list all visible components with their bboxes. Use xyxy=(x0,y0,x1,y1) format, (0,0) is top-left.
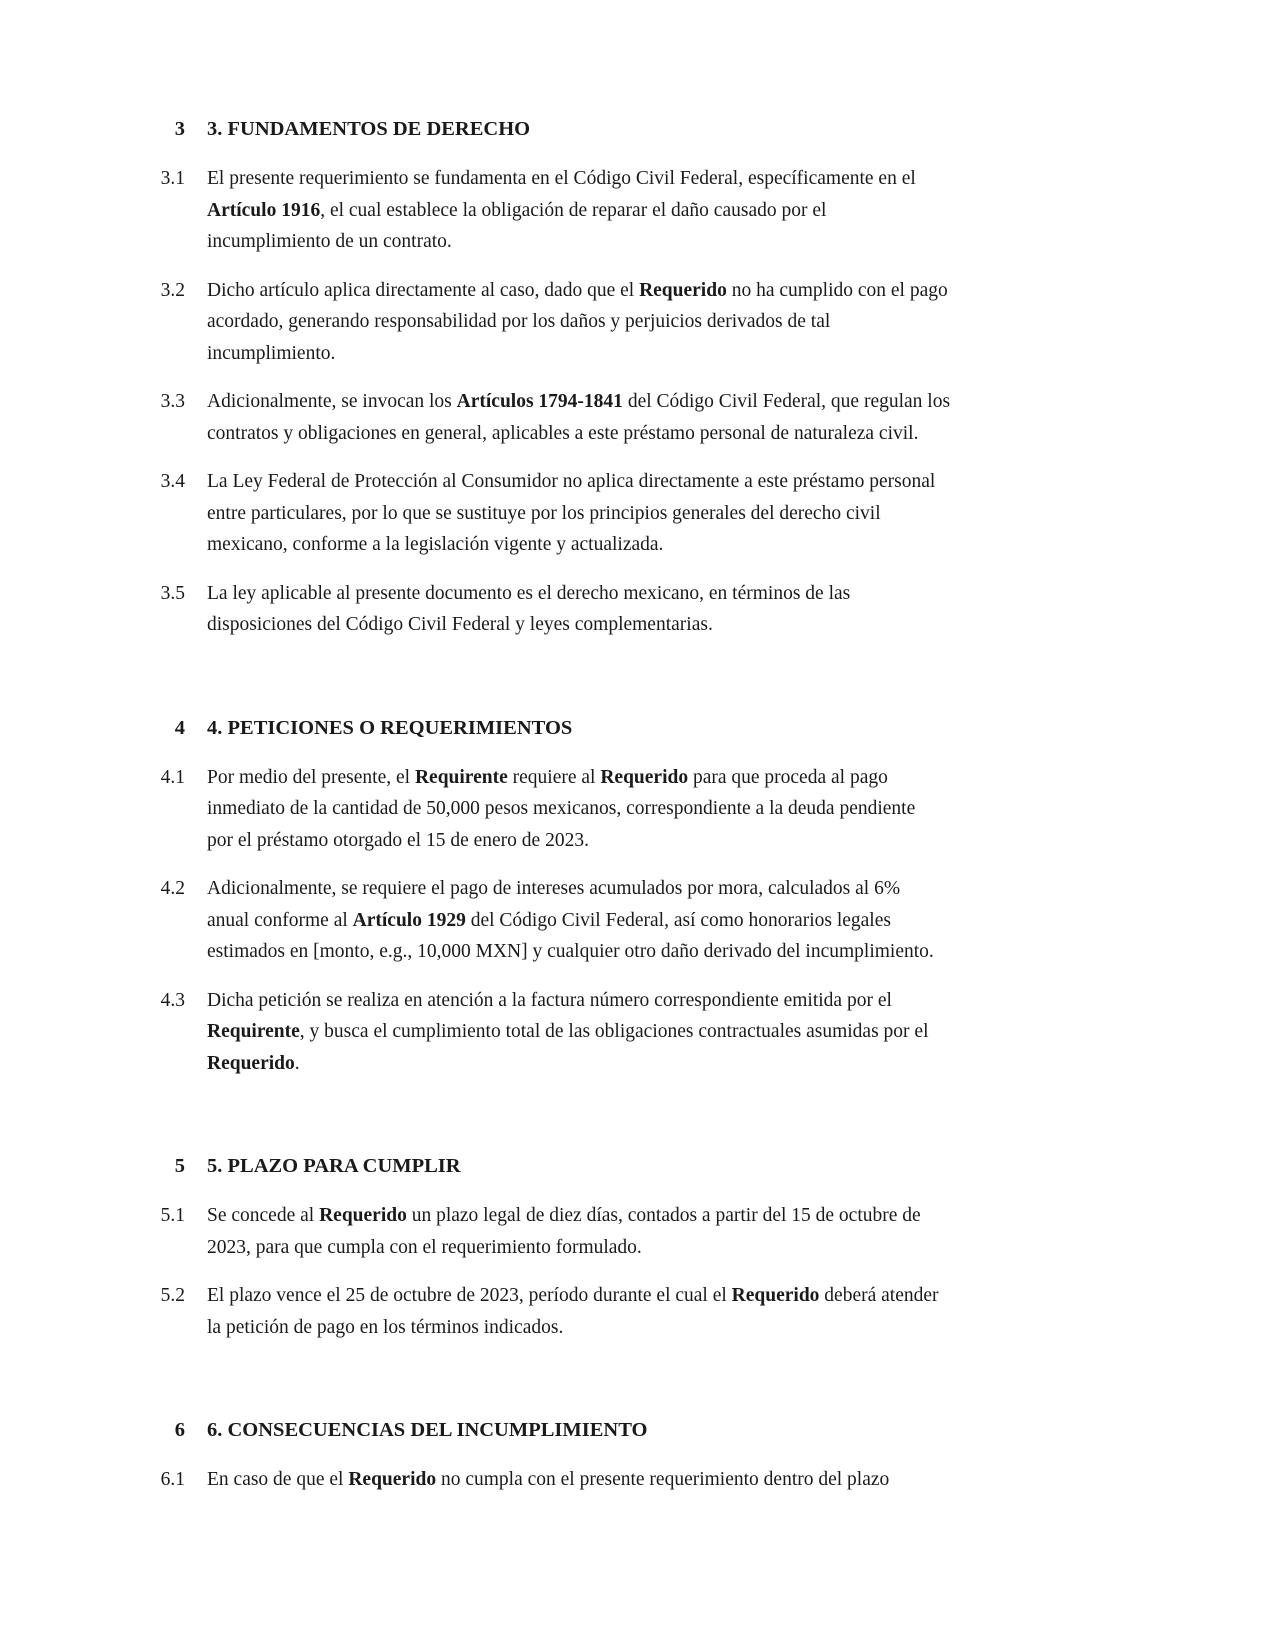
paragraph-text: Adicionalmente, se requiere el pago de intereses acumulados por mora, calculados al 6% anual conforme al Artículo 1929 del Código Civil Federal, así como honorarios legales estimados en [monto, e.g., 10,000 MXN] y cualquier otro daño derivado del incumplimiento. xyxy=(207,878,934,962)
paragraph-text: La Ley Federal de Protección al Consumidor no aplica directamente a este préstamo personal entre particulares, por lo que se sustituye por los principios generales del derecho civil mexicano, conforme a la legislación vigente y actualizada. xyxy=(207,471,936,555)
paragraph-text: Por medio del presente, el Requirente requiere al Requerido para que proceda al pago inmediato de la cantidad de 50,000 pesos mexicanos, correspondiente a la deuda pendiente por el préstamo otorgado el 15 de enero de 2023. xyxy=(207,766,916,851)
section-heading xyxy=(155,1150,1255,1183)
section-title: 3. FUNDAMENTOS DE DERECHO xyxy=(207,118,531,140)
paragraph-3.5 xyxy=(155,578,1255,641)
paragraph-number: 3.5 xyxy=(160,582,185,604)
section-number: 4 xyxy=(174,716,185,739)
paragraph-number: 6.1 xyxy=(160,1469,185,1490)
paragraph-number: 3.3 xyxy=(160,391,185,412)
paragraph-text: En caso de que el Requerido no cumpla con el presente requerimiento dentro del plazo xyxy=(207,1469,890,1490)
paragraph-number: 5.1 xyxy=(160,1205,185,1226)
paragraph-text: Adicionalmente, se invocan los Artículos 1794-1841 del Código Civil Federal, que regulan los contratos y obligaciones en general, aplicables a este préstamo personal de naturaleza civil. xyxy=(207,391,951,444)
paragraph-number: 3.2 xyxy=(160,279,185,301)
paragraph-4.1 xyxy=(155,762,1255,857)
section-title: 6. CONSECUENCIAS DEL INCUMPLIMIENTO xyxy=(207,1419,648,1441)
paragraph-text: Dicho artículo aplica directamente al caso, dado que el Requerido no ha cumplido con el pago acordado, generando responsabilidad por los daños y perjuicios derivados de tal incumplimiento. xyxy=(207,279,948,364)
paragraph-number: 5.2 xyxy=(160,1285,185,1306)
paragraph-text: La ley aplicable al presente documento es el derecho mexicano, en términos de las disposiciones del Código Civil Federal y leyes complementarias. xyxy=(207,582,851,635)
paragraph-number: 4.1 xyxy=(160,766,185,788)
section-number: 5 xyxy=(174,1155,185,1177)
section-heading xyxy=(155,1414,1255,1447)
section-4 xyxy=(155,712,1255,1080)
section-heading xyxy=(155,712,1255,745)
paragraph-text: Dicha petición se realiza en atención a la factura número correspondiente emitida por el Requirente, y busca el cumplimiento total de las obligaciones contractuales asumidas por el Requerido. xyxy=(207,989,929,1074)
paragraph-number: 3.1 xyxy=(160,168,185,189)
section-heading xyxy=(155,113,1255,146)
paragraph-4.3 xyxy=(155,985,1255,1080)
paragraph-text: El presente requerimiento se fundamenta en el Código Civil Federal, específicamente en el Artículo 1916, el cual establece la obligación de reparar el daño causado por el incumplimiento de un contrato. xyxy=(207,168,916,252)
paragraph-number: 4.3 xyxy=(160,989,185,1011)
document-content xyxy=(155,113,1255,1496)
paragraph-5.2 xyxy=(155,1280,1255,1343)
paragraph-3.1 xyxy=(155,163,1255,258)
section-3 xyxy=(155,113,1255,641)
paragraph-3.2 xyxy=(155,275,1255,370)
paragraph-number: 4.2 xyxy=(160,878,185,899)
section-title: 4. PETICIONES O REQUERIMIENTOS xyxy=(207,716,573,739)
paragraph-3.3 xyxy=(155,386,1255,449)
paragraph-text: El plazo vence el 25 de octubre de 2023, período durante el cual el Requerido deberá atender la petición de pago en los términos indicados. xyxy=(207,1285,939,1338)
paragraph-number: 3.4 xyxy=(160,471,185,492)
section-number: 6 xyxy=(174,1419,185,1441)
section-number: 3 xyxy=(174,118,185,140)
paragraph-6.1 xyxy=(155,1464,1255,1496)
paragraph-5.1 xyxy=(155,1200,1255,1263)
paragraph-4.2 xyxy=(155,873,1255,968)
paragraph-text: Se concede al Requerido un plazo legal de diez días, contados a partir del 15 de octubre de 2023, para que cumpla con el requerimiento formulado. xyxy=(207,1205,921,1258)
section-6 xyxy=(155,1414,1255,1496)
section-title: 5. PLAZO PARA CUMPLIR xyxy=(207,1155,461,1177)
section-5 xyxy=(155,1150,1255,1343)
paragraph-3.4 xyxy=(155,466,1255,561)
